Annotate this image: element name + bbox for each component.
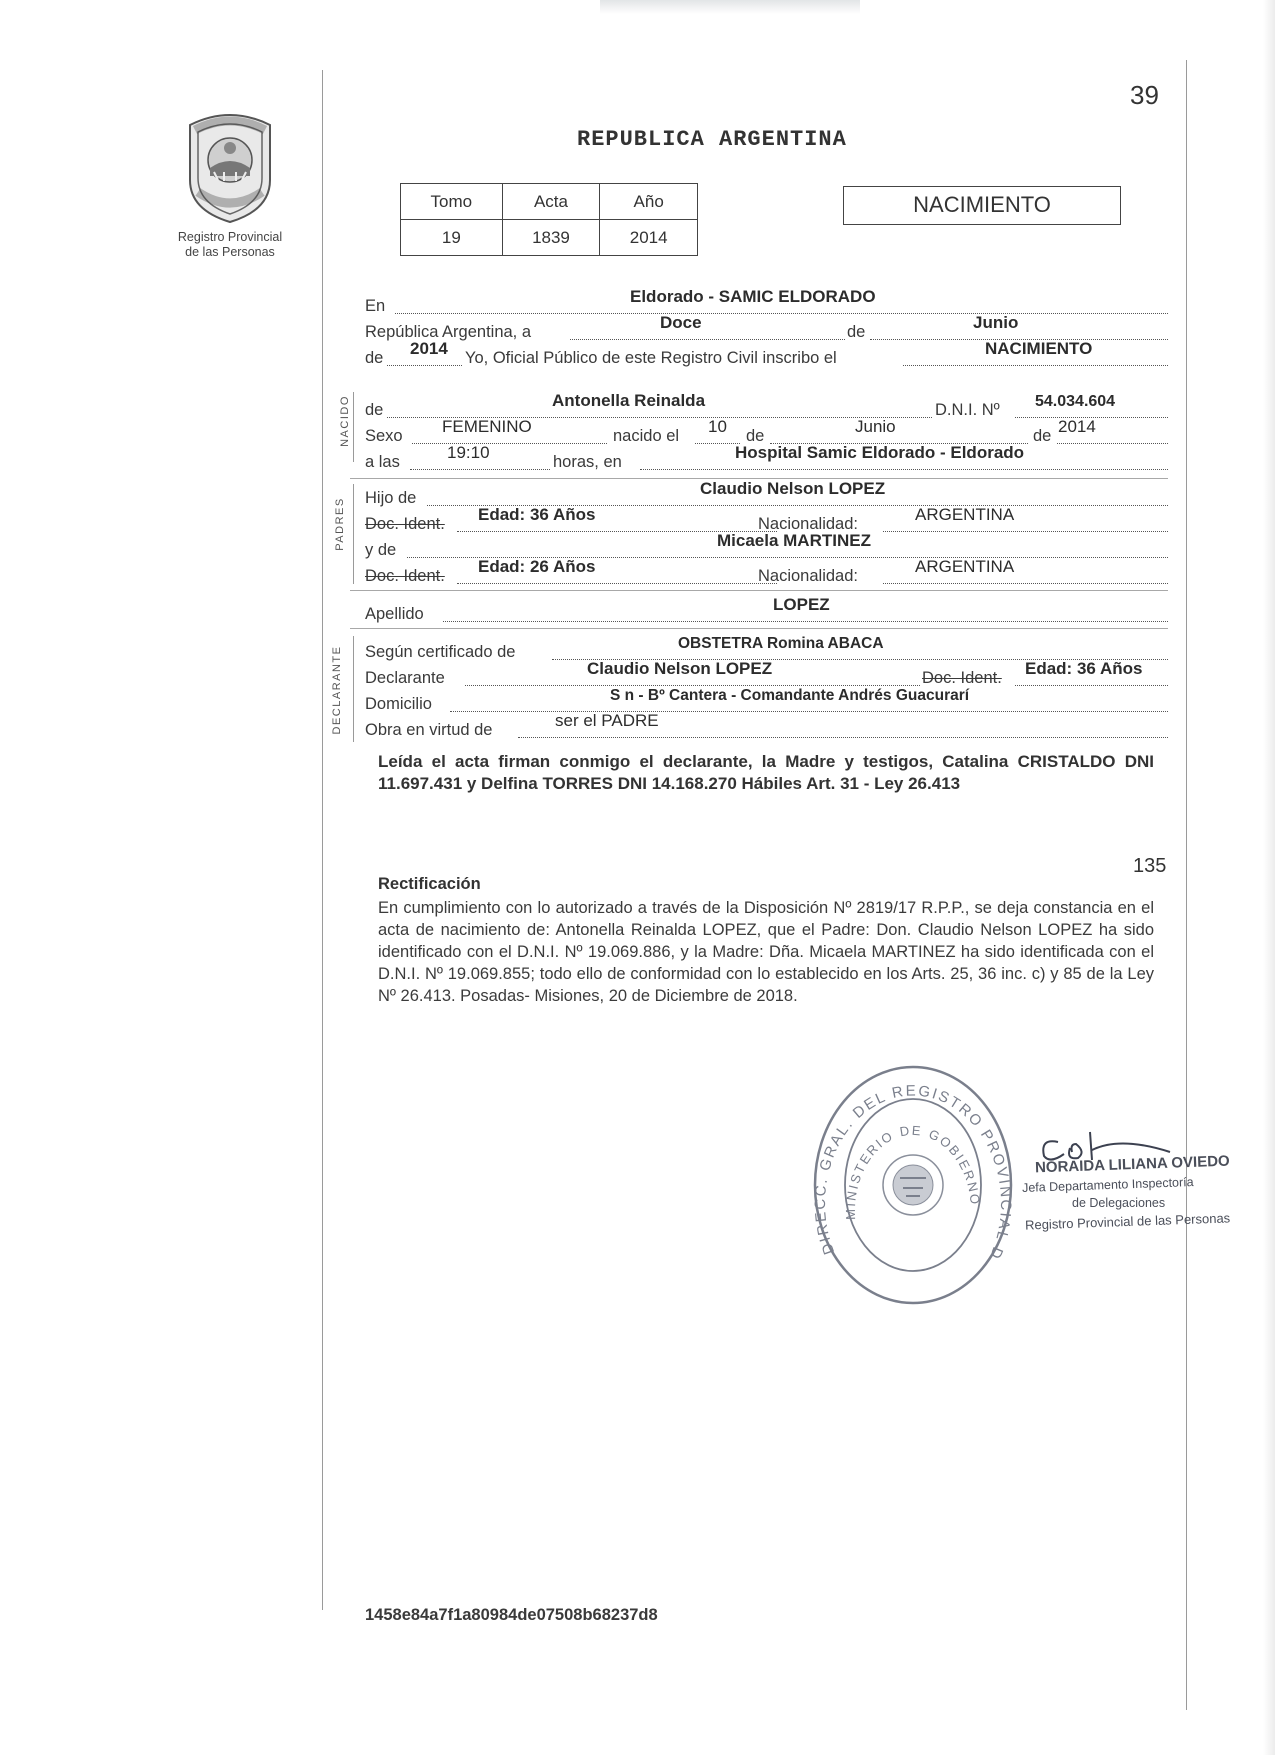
label-en: En	[365, 297, 386, 315]
label-alas: a las	[365, 453, 400, 471]
row-domicilio	[365, 688, 1168, 714]
nacido-section-bar	[353, 392, 354, 462]
value-declarante-doc: Edad: 36 Años	[1025, 659, 1143, 678]
row-hora-lugar	[365, 443, 1168, 472]
table-header-tomo: Tomo	[401, 184, 503, 220]
page-edge	[1263, 0, 1275, 1755]
table-header-anio: Año	[600, 184, 698, 220]
label-doc-ident-declarante: Doc. Ident.	[922, 669, 1002, 687]
label-horas-en: horas, en	[553, 453, 622, 471]
row-oficial	[365, 339, 1168, 368]
act-type-box: NACIMIENTO	[843, 186, 1121, 225]
label-de5: de	[1033, 427, 1052, 445]
label-apellido: Apellido	[365, 605, 424, 623]
row-lugar-inscripcion	[365, 287, 1168, 316]
stamp-outer-text: DIRECC. GRAL. DEL REGISTRO PROVINCIAL D	[811, 1082, 1015, 1263]
official-stamp-icon	[808, 1060, 1018, 1310]
table-value-tomo: 19	[401, 220, 503, 256]
value-padre-doc: Edad: 36 Años	[478, 505, 596, 524]
table-header-acta: Acta	[502, 184, 600, 220]
label-y-de: y de	[365, 541, 397, 559]
row-obra	[365, 711, 1168, 740]
padres-section-bar	[353, 484, 354, 584]
signer-title-3: Registro Provincial de las Personas	[1024, 1210, 1231, 1233]
signer-name: NORAIDA LILIANA OVIEDO	[1034, 1152, 1230, 1177]
value-nacido-dia: 10	[708, 417, 727, 436]
stamp-inner-text: MINISTERIO DE GOBIERNO	[842, 1122, 984, 1221]
rectification-body: En cumplimiento con lo autorizado a través de la Disposición Nº 2819/17 R.P.P., se deja constancia en el acta de nacimiento de: Antonella Reinalda LOPEZ, que el Padre: Don. Claudio Nelson LOPEZ ha sido identificado con el D.N.I. Nº 19.069.886, y la Madre: Dña. Micaela MARTINEZ ha sido identificada con el D.N.I. Nº 19.069.855; todo ello de conformidad con lo establecido en los Arts. 25, 36 inc. c) y 85 de la Ley Nº 26.413. Posadas- Misiones, 20 de Diciembre de 2018.	[378, 899, 1154, 1005]
value-lugar: Eldorado - SAMIC ELDORADO	[630, 287, 876, 306]
value-anio-inscripcion: 2014	[410, 339, 448, 358]
official-stamp	[808, 1060, 1018, 1310]
row-madre-doc	[365, 557, 1168, 586]
table-value-acta: 1839	[502, 220, 600, 256]
page-number: 39	[1130, 80, 1159, 110]
label-de4: de	[746, 427, 765, 445]
value-nombre: Antonella Reinalda	[552, 391, 706, 410]
separator-apellido	[350, 628, 1168, 629]
province-logo	[170, 110, 290, 260]
document-hash: 1458e84a7f1a80984de07508b68237d8	[365, 1606, 658, 1624]
value-nacido-anio: 2014	[1058, 417, 1096, 436]
value-dia: Doce	[660, 313, 702, 332]
signer-title-1: Jefa Departamento Inspectoría	[1021, 1175, 1194, 1195]
value-segun: OBSTETRA Romina ABACA	[678, 635, 884, 652]
row-declarante	[365, 659, 1168, 688]
value-obra: ser el PADRE	[555, 711, 659, 730]
row-apellido	[365, 595, 1168, 624]
value-sexo: FEMENINO	[442, 417, 532, 436]
label-de2: de	[365, 349, 384, 367]
side-label-nacido: NACIDO	[339, 395, 351, 447]
acta-reference-table	[400, 183, 698, 256]
label-nacionalidad-padre: Nacionalidad:	[758, 515, 858, 533]
rectification-title: Rectificación	[378, 875, 481, 893]
label-segun: Según certificado de	[365, 643, 516, 661]
table-value-anio: 2014	[600, 220, 698, 256]
value-mes: Junio	[973, 313, 1019, 332]
value-declarante: Claudio Nelson LOPEZ	[587, 659, 773, 678]
scan-edge-shadow	[600, 0, 860, 14]
value-madre-nacionalidad: ARGENTINA	[915, 557, 1015, 576]
label-de3: de	[365, 401, 384, 419]
label-obra: Obra en virtud de	[365, 721, 493, 739]
signature-block	[1020, 1130, 1231, 1250]
declarante-section-bar	[353, 636, 354, 742]
value-domicilio: S n - Bº Cantera - Comandante Andrés Guacurarí	[610, 687, 970, 704]
label-dni: D.N.I. Nº	[935, 401, 1000, 419]
label-hijo-de: Hijo de	[365, 489, 417, 507]
value-madre-doc: Edad: 26 Años	[478, 557, 596, 576]
value-lugar-nacimiento: Hospital Samic Eldorado - Eldorado	[735, 443, 1025, 462]
label-sexo: Sexo	[365, 427, 403, 445]
separator-padres	[350, 590, 1168, 591]
rectification-number: 135	[1133, 855, 1167, 877]
label-doc-ident-madre: Doc. Ident.	[365, 567, 445, 585]
value-dni: 54.034.604	[1035, 393, 1116, 410]
right-margin-line	[1186, 60, 1187, 1710]
svg-text:DIRECC. GRAL. DEL REGISTRO PRO	[808, 1060, 1014, 1263]
logo-caption-line2: de las Personas	[185, 245, 275, 259]
label-nacionalidad-madre: Nacionalidad:	[758, 567, 858, 585]
label-domicilio: Domicilio	[365, 695, 432, 713]
label-doc-ident-padre: Doc. Ident.	[365, 515, 445, 533]
value-hora: 19:10	[447, 443, 490, 462]
value-padre: Claudio Nelson LOPEZ	[700, 479, 886, 498]
side-label-padres: PADRES	[334, 497, 346, 551]
label-republica: República Argentina, a	[365, 323, 532, 341]
value-nacido-mes: Junio	[855, 417, 896, 436]
value-tipo-inscripcion: NACIMIENTO	[985, 339, 1093, 358]
label-nacido-el: nacido el	[613, 427, 680, 445]
country-title: REPUBLICA ARGENTINA	[577, 127, 847, 152]
value-madre: Micaela MARTINEZ	[717, 531, 871, 550]
label-de: de	[847, 323, 866, 341]
value-apellido: LOPEZ	[773, 595, 830, 614]
closing-paragraph: Leída el acta firman conmigo el declarante, la Madre y testigos, Catalina CRISTALDO DNI 11.697.431 y Delfina TORRES DNI 14.168.270 Hábiles Art. 31 - Ley 26.413	[378, 752, 1154, 793]
value-padre-nacionalidad: ARGENTINA	[915, 505, 1015, 524]
left-margin-line	[322, 70, 323, 1610]
logo-caption-line1: Registro Provincial	[177, 230, 283, 244]
signer-title-2: de Delegaciones	[1072, 1196, 1166, 1210]
label-oficial: Yo, Oficial Público de este Registro Civil inscribo el	[465, 349, 837, 367]
label-declarante: Declarante	[365, 669, 445, 687]
side-label-declarante: DECLARANTE	[331, 645, 343, 735]
province-seal-icon	[170, 110, 290, 225]
